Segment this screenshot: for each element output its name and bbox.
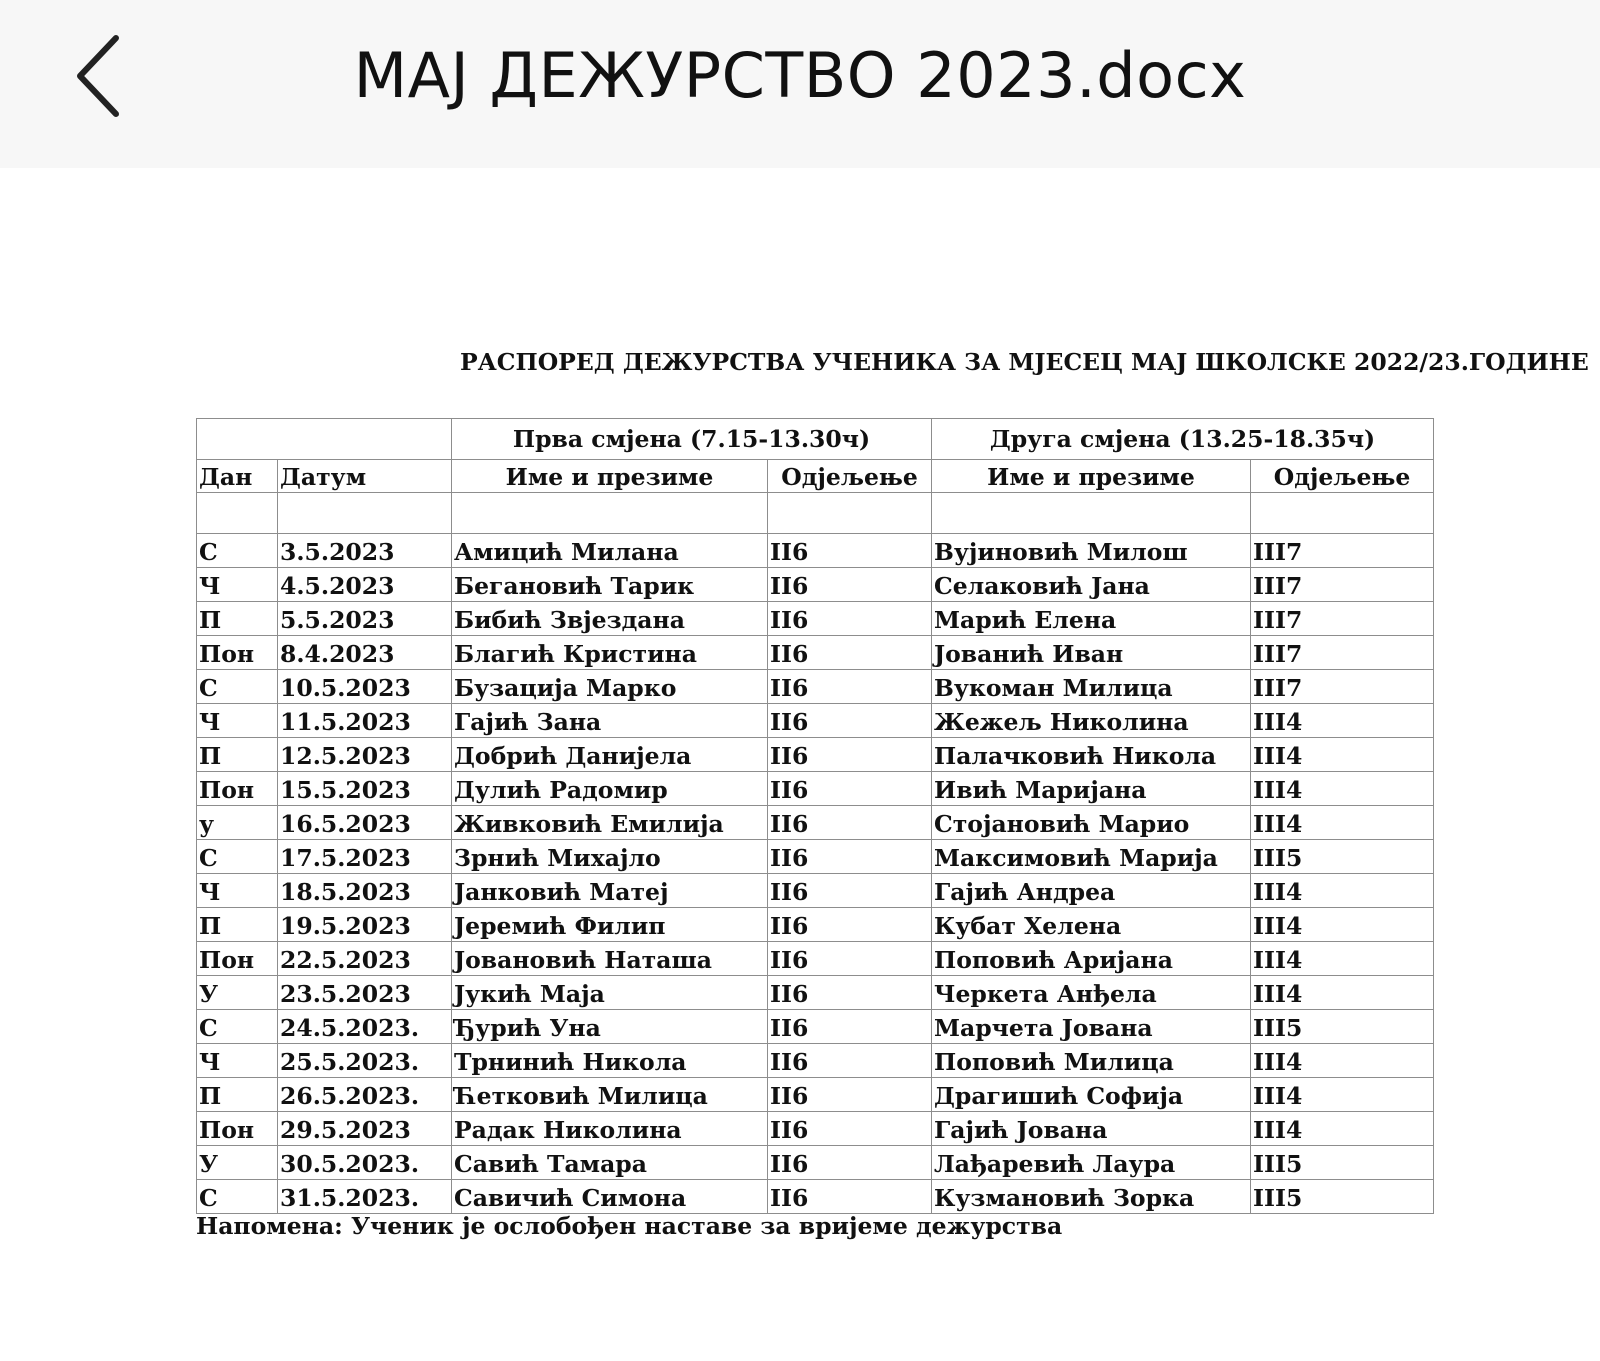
second-shift-class-cell: III4 — [1251, 738, 1434, 772]
date-cell: 31.5.2023. — [278, 1180, 452, 1214]
day-cell: у — [197, 806, 278, 840]
date-cell: 30.5.2023. — [278, 1146, 452, 1180]
date-cell: 23.5.2023 — [278, 976, 452, 1010]
second-shift-class-cell: III5 — [1251, 1146, 1434, 1180]
date-cell: 29.5.2023 — [278, 1112, 452, 1146]
first-shift-class-cell: II6 — [768, 738, 932, 772]
date-cell: 10.5.2023 — [278, 670, 452, 704]
date-cell: 4.5.2023 — [278, 568, 452, 602]
second-shift-class-cell: III4 — [1251, 942, 1434, 976]
day-cell: П — [197, 602, 278, 636]
date-cell: 24.5.2023. — [278, 1010, 452, 1044]
table-row — [197, 636, 1434, 670]
day-cell: Пон — [197, 636, 278, 670]
second-shift-class-cell: III4 — [1251, 772, 1434, 806]
blank-row — [197, 493, 1434, 534]
first-shift-name-cell: Јовановић Наташа — [452, 942, 768, 976]
second-shift-name-cell: Лађаревић Лаура — [932, 1146, 1251, 1180]
first-shift-class-cell: II6 — [768, 1010, 932, 1044]
second-shift-header: Друга смјена (13.25-18.35ч) — [932, 419, 1434, 460]
first-shift-name-cell: Бузација Марко — [452, 670, 768, 704]
second-shift-class-cell: III4 — [1251, 908, 1434, 942]
date-cell: 15.5.2023 — [278, 772, 452, 806]
day-cell: С — [197, 670, 278, 704]
group-header-empty — [197, 419, 452, 460]
column-header-date: Датум — [278, 460, 452, 493]
first-shift-header: Прва смјена (7.15-13.30ч) — [452, 419, 932, 460]
table-row — [197, 1078, 1434, 1112]
blank-cell — [768, 493, 932, 534]
date-cell: 26.5.2023. — [278, 1078, 452, 1112]
blank-cell — [278, 493, 452, 534]
day-cell: П — [197, 738, 278, 772]
second-shift-class-cell: III7 — [1251, 602, 1434, 636]
day-cell: П — [197, 908, 278, 942]
group-header-row — [197, 419, 1434, 460]
second-shift-class-cell: III7 — [1251, 670, 1434, 704]
date-cell: 11.5.2023 — [278, 704, 452, 738]
second-shift-name-cell: Јованић Иван — [932, 636, 1251, 670]
day-cell: С — [197, 1010, 278, 1044]
table-row — [197, 602, 1434, 636]
day-cell: Ч — [197, 874, 278, 908]
first-shift-name-cell: Ђурић Уна — [452, 1010, 768, 1044]
first-shift-class-cell: II6 — [768, 568, 932, 602]
first-shift-name-cell: Бегановић Тарик — [452, 568, 768, 602]
first-shift-class-cell: II6 — [768, 1180, 932, 1214]
date-cell: 8.4.2023 — [278, 636, 452, 670]
second-shift-class-cell: III4 — [1251, 806, 1434, 840]
second-shift-name-cell: Вујиновић Милош — [932, 534, 1251, 568]
second-shift-name-cell: Максимовић Марија — [932, 840, 1251, 874]
first-shift-name-cell: Зрнић Михајло — [452, 840, 768, 874]
first-shift-class-cell: II6 — [768, 976, 932, 1010]
first-shift-class-cell: II6 — [768, 534, 932, 568]
second-shift-class-cell: III5 — [1251, 1180, 1434, 1214]
date-cell: 25.5.2023. — [278, 1044, 452, 1078]
day-cell: Ч — [197, 1044, 278, 1078]
second-shift-name-cell: Ивић Маријана — [932, 772, 1251, 806]
first-shift-class-cell: II6 — [768, 670, 932, 704]
second-shift-name-cell: Кузмановић Зорка — [932, 1180, 1251, 1214]
second-shift-name-cell: Гајић Андреа — [932, 874, 1251, 908]
first-shift-name-cell: Благић Кристина — [452, 636, 768, 670]
second-shift-class-cell: III7 — [1251, 568, 1434, 602]
table-row — [197, 840, 1434, 874]
table-row — [197, 534, 1434, 568]
first-shift-class-cell: II6 — [768, 704, 932, 738]
second-shift-name-cell: Палачковић Никола — [932, 738, 1251, 772]
second-shift-class-cell: III7 — [1251, 534, 1434, 568]
first-shift-class-cell: II6 — [768, 942, 932, 976]
first-shift-class-cell: II6 — [768, 908, 932, 942]
day-cell: Ч — [197, 704, 278, 738]
second-shift-class-cell: III4 — [1251, 1044, 1434, 1078]
second-shift-name-cell: Марчета Јована — [932, 1010, 1251, 1044]
date-cell: 18.5.2023 — [278, 874, 452, 908]
duty-schedule-table — [196, 418, 1434, 1214]
table-row — [197, 738, 1434, 772]
second-shift-name-cell: Черкета Анђела — [932, 976, 1251, 1010]
column-header-name-first: Име и презиме — [452, 460, 768, 493]
table-row — [197, 1010, 1434, 1044]
day-cell: У — [197, 976, 278, 1010]
second-shift-class-cell: III4 — [1251, 1078, 1434, 1112]
day-cell: У — [197, 1146, 278, 1180]
first-shift-class-cell: II6 — [768, 602, 932, 636]
date-cell: 5.5.2023 — [278, 602, 452, 636]
second-shift-class-cell: III4 — [1251, 976, 1434, 1010]
first-shift-class-cell: II6 — [768, 1044, 932, 1078]
date-cell: 19.5.2023 — [278, 908, 452, 942]
first-shift-name-cell: Савичић Симона — [452, 1180, 768, 1214]
schedule-note: Напомена: Ученик је ослобођен наставе за вријеме дежурства — [196, 1212, 1063, 1240]
first-shift-name-cell: Трнинић Никола — [452, 1044, 768, 1078]
first-shift-class-cell: II6 — [768, 1078, 932, 1112]
day-cell: С — [197, 1180, 278, 1214]
first-shift-class-cell: II6 — [768, 772, 932, 806]
second-shift-class-cell: III4 — [1251, 1112, 1434, 1146]
column-header-class-first: Одјељење — [768, 460, 932, 493]
blank-cell — [1251, 493, 1434, 534]
table-row — [197, 806, 1434, 840]
date-cell: 17.5.2023 — [278, 840, 452, 874]
first-shift-name-cell: Јанковић Матеј — [452, 874, 768, 908]
second-shift-class-cell: III5 — [1251, 1010, 1434, 1044]
date-cell: 16.5.2023 — [278, 806, 452, 840]
first-shift-name-cell: Јеремић Филип — [452, 908, 768, 942]
table-row — [197, 1112, 1434, 1146]
day-cell: Пон — [197, 1112, 278, 1146]
first-shift-name-cell: Ћетковић Милица — [452, 1078, 768, 1112]
second-shift-name-cell: Поповић Аријана — [932, 942, 1251, 976]
table-row — [197, 1180, 1434, 1214]
first-shift-name-cell: Јукић Маја — [452, 976, 768, 1010]
first-shift-class-cell: II6 — [768, 806, 932, 840]
first-shift-class-cell: II6 — [768, 636, 932, 670]
table-row — [197, 908, 1434, 942]
column-header-day: Дан — [197, 460, 278, 493]
first-shift-name-cell: Добрић Данијела — [452, 738, 768, 772]
day-cell: Пон — [197, 942, 278, 976]
table-row — [197, 670, 1434, 704]
table-row — [197, 772, 1434, 806]
second-shift-name-cell: Вукоман Милица — [932, 670, 1251, 704]
date-cell: 12.5.2023 — [278, 738, 452, 772]
document-title: МАЈ ДЕЖУРСТВО 2023.docx — [353, 39, 1247, 112]
second-shift-class-cell: III4 — [1251, 874, 1434, 908]
first-shift-name-cell: Бибић Звјездана — [452, 602, 768, 636]
day-cell: С — [197, 840, 278, 874]
day-cell: П — [197, 1078, 278, 1112]
date-cell: 22.5.2023 — [278, 942, 452, 976]
table-row — [197, 568, 1434, 602]
second-shift-name-cell: Драгишић Софија — [932, 1078, 1251, 1112]
blank-cell — [452, 493, 768, 534]
first-shift-name-cell: Живковић Емилија — [452, 806, 768, 840]
blank-cell — [197, 493, 278, 534]
day-cell: Пон — [197, 772, 278, 806]
second-shift-name-cell: Марић Елена — [932, 602, 1251, 636]
first-shift-class-cell: II6 — [768, 874, 932, 908]
second-shift-class-cell: III7 — [1251, 636, 1434, 670]
date-cell: 3.5.2023 — [278, 534, 452, 568]
second-shift-name-cell: Поповић Милица — [932, 1044, 1251, 1078]
table-row — [197, 874, 1434, 908]
schedule-heading: РАСПОРЕД ДЕЖУРСТВА УЧЕНИКА ЗА МЈЕСЕЦ МАЈ ШКОЛСКЕ 2022/23.ГОДИНЕ — [460, 348, 1589, 376]
column-header-name-second: Име и презиме — [932, 460, 1251, 493]
day-cell: С — [197, 534, 278, 568]
column-header-class-second: Одјељење — [1251, 460, 1434, 493]
top-bar — [0, 0, 1600, 168]
first-shift-name-cell: Амицић Милана — [452, 534, 768, 568]
document-view[interactable] — [0, 168, 1600, 1361]
first-shift-name-cell: Савић Тамара — [452, 1146, 768, 1180]
first-shift-name-cell: Дулић Радомир — [452, 772, 768, 806]
second-shift-class-cell: III5 — [1251, 840, 1434, 874]
second-shift-name-cell: Селаковић Јана — [932, 568, 1251, 602]
table-row — [197, 1146, 1434, 1180]
first-shift-class-cell: II6 — [768, 1146, 932, 1180]
second-shift-name-cell: Гајић Јована — [932, 1112, 1251, 1146]
blank-cell — [932, 493, 1251, 534]
column-header-row — [197, 460, 1434, 493]
table-row — [197, 1044, 1434, 1078]
table-row — [197, 704, 1434, 738]
day-cell: Ч — [197, 568, 278, 602]
second-shift-class-cell: III4 — [1251, 704, 1434, 738]
second-shift-name-cell: Жежељ Николина — [932, 704, 1251, 738]
first-shift-name-cell: Гајић Зана — [452, 704, 768, 738]
second-shift-name-cell: Стојановић Марио — [932, 806, 1251, 840]
first-shift-class-cell: II6 — [768, 840, 932, 874]
first-shift-class-cell: II6 — [768, 1112, 932, 1146]
table-row — [197, 942, 1434, 976]
table-row — [197, 976, 1434, 1010]
second-shift-name-cell: Кубат Хелена — [932, 908, 1251, 942]
first-shift-name-cell: Радак Николина — [452, 1112, 768, 1146]
